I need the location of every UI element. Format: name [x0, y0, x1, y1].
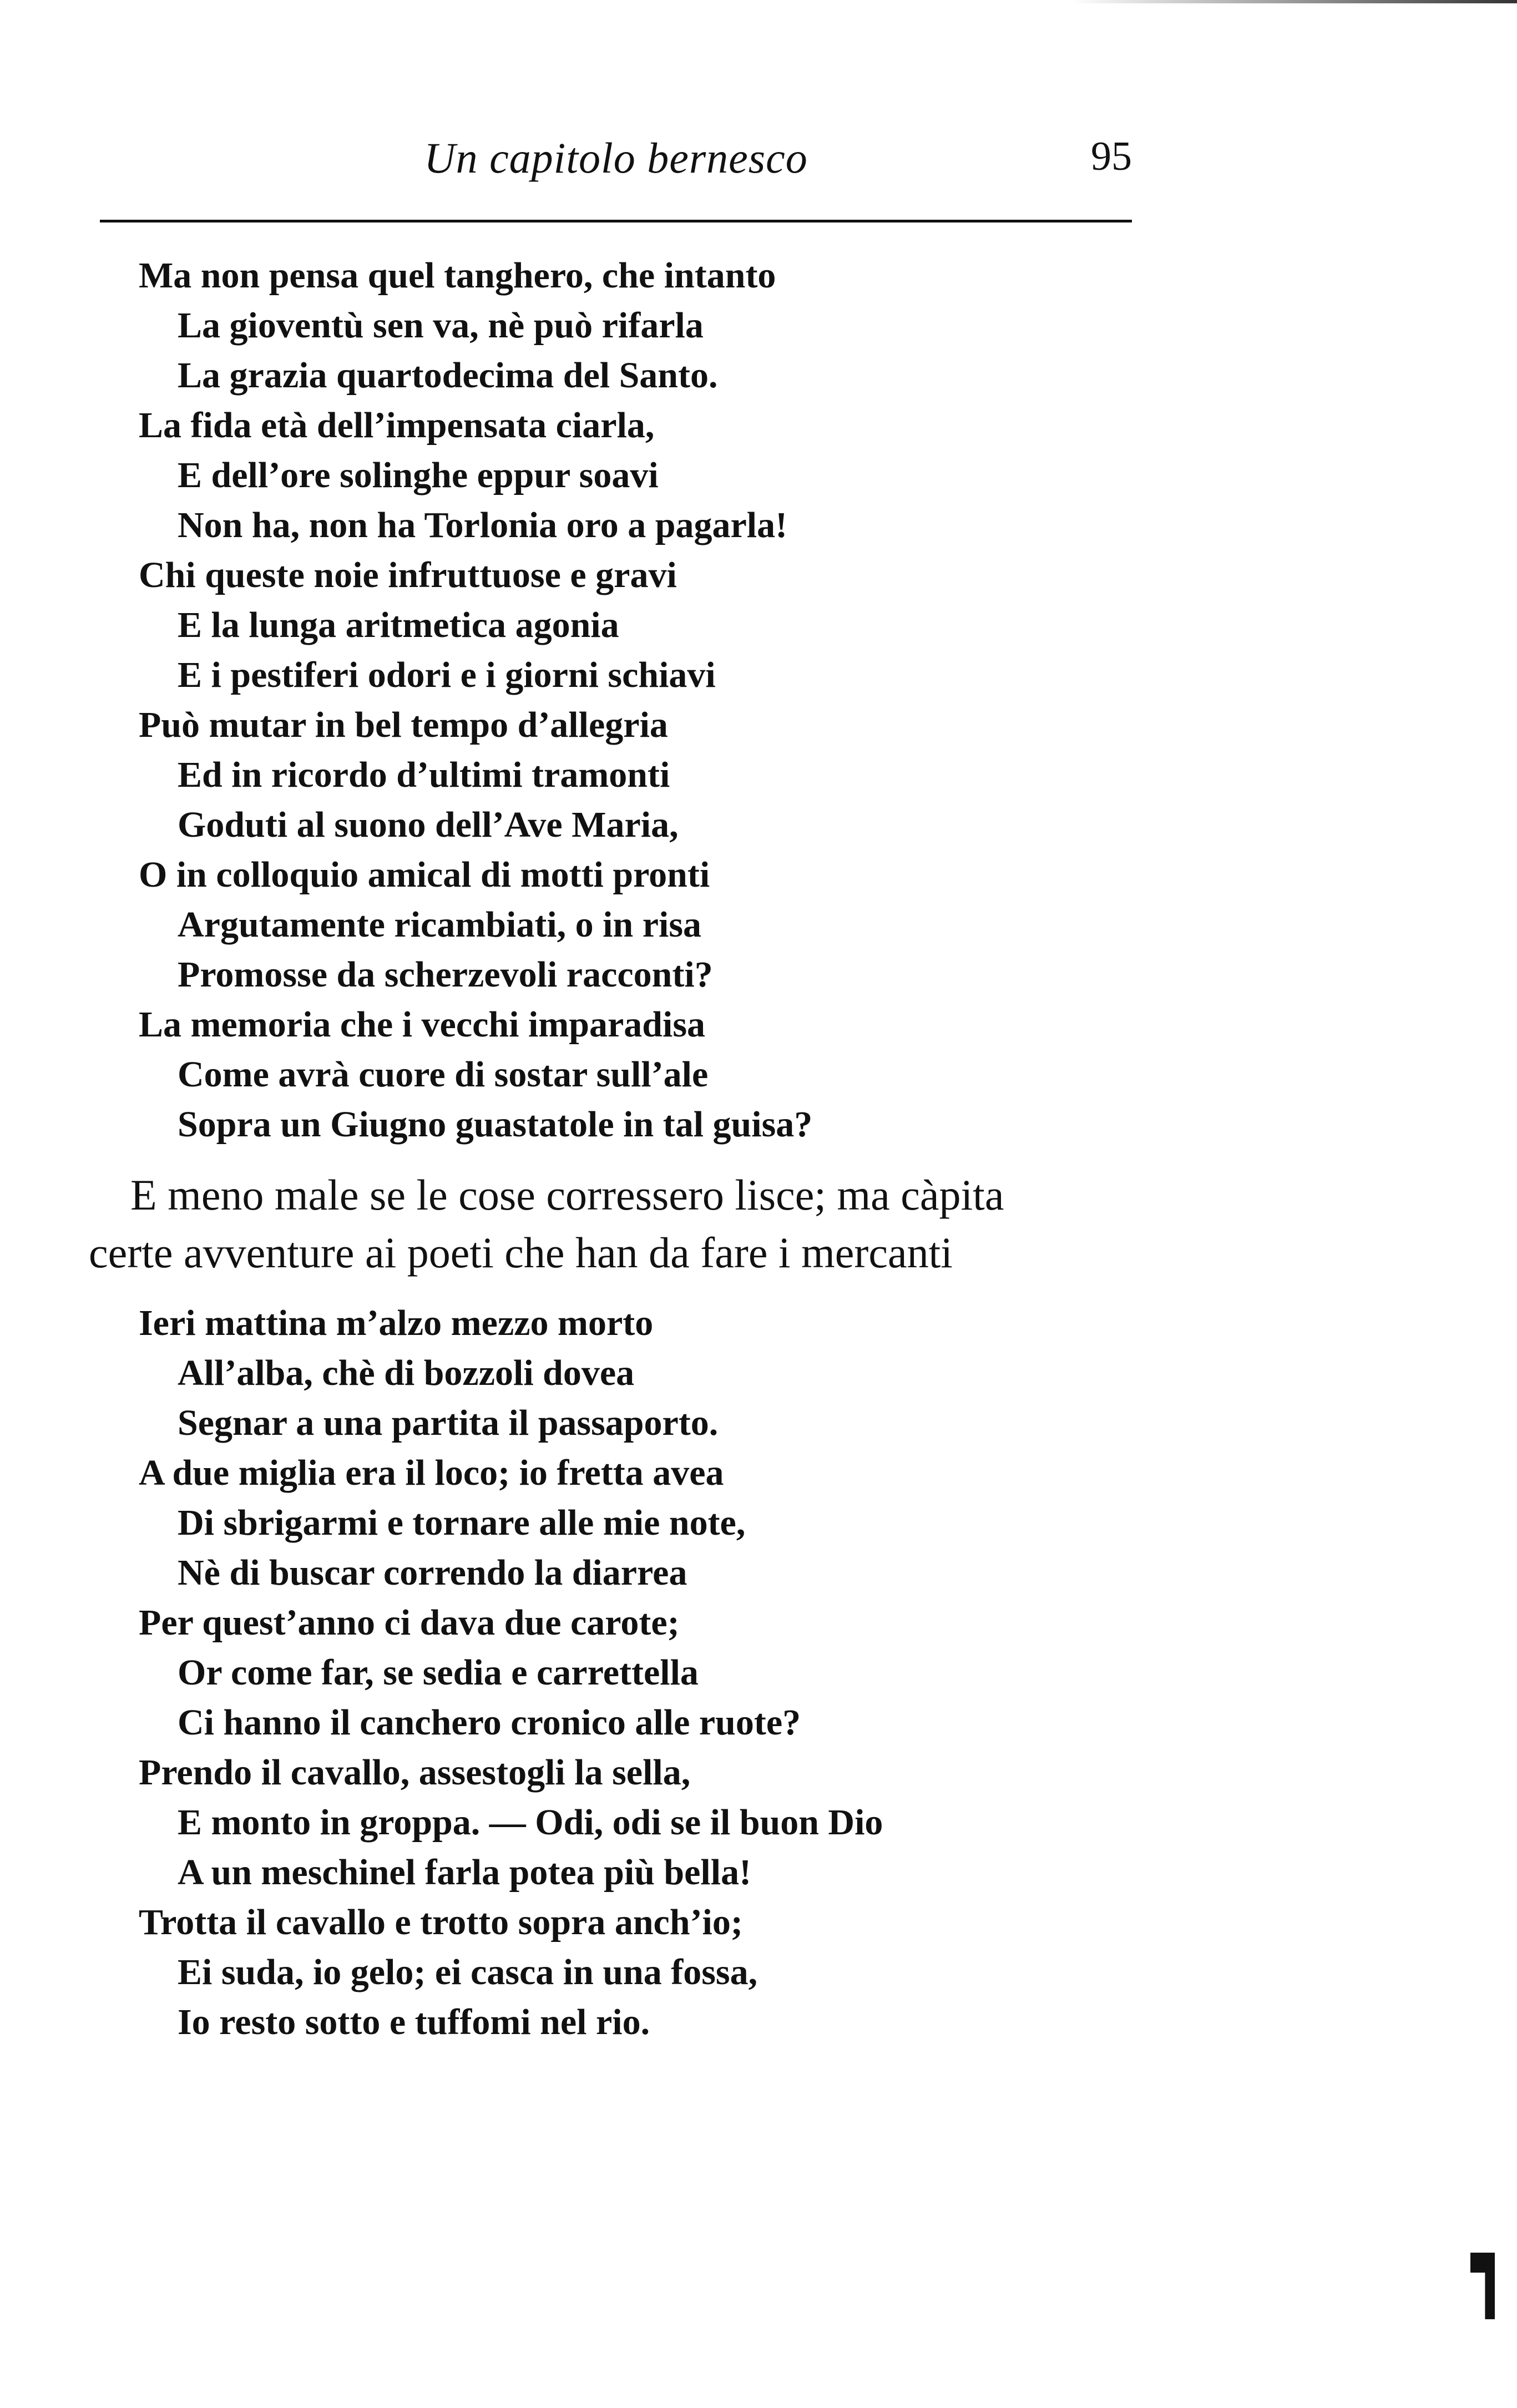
- verse-line: La memoria che i vecchi imparadisa: [139, 1004, 706, 1045]
- verse-line: Ieri mattina m’alzo mezzo morto: [139, 1303, 654, 1343]
- verse-line: E i pestiferi odori e i giorni schiavi: [178, 655, 716, 695]
- verse-line: All’alba, chè di bozzoli dovea: [178, 1353, 635, 1393]
- verse-line: La fida età dell’impensata ciarla,: [139, 405, 655, 446]
- verse-line: Prendo il cavallo, assestogli la sella,: [139, 1752, 691, 1793]
- verse-line: E la lunga aritmetica agonia: [178, 605, 619, 645]
- page-corner-mark: [1470, 2253, 1495, 2319]
- verse-line: Trotta il cavallo e trotto sopra anch’io;: [139, 1902, 743, 1942]
- verse-line: A un meschinel farla potea più bella!: [178, 1852, 752, 1893]
- verse-line: Di sbrigarmi e tornare alle mie note,: [178, 1503, 746, 1543]
- running-title: Un capitolo bernesco: [424, 134, 808, 182]
- verse-line: Promosse da scherzevoli racconti?: [178, 954, 713, 995]
- verse-line: Per quest’anno ci dava due carote;: [139, 1602, 680, 1643]
- prose-paragraph: [0, 1166, 1099, 1283]
- header-rule: [100, 220, 1132, 222]
- verse-line: La grazia quartodecima del Santo.: [178, 355, 718, 396]
- verse-line: Ma non pensa quel tanghero, che intanto: [139, 255, 776, 296]
- prose-line: E meno male se le cose corressero lisce; ma càpita: [130, 1171, 1004, 1219]
- verse-line: E dell’ore solinghe eppur soavi: [178, 455, 659, 495]
- verse-line: Segnar a una partita il passaporto.: [178, 1403, 719, 1443]
- verse-line: Come avrà cuore di sostar sull’ale: [178, 1054, 709, 1095]
- prose-line: certe avventure ai poeti che han da fare i mercanti: [89, 1228, 953, 1277]
- verse-line: E monto in groppa. — Odi, odi se il buon Dio: [178, 1802, 883, 1843]
- page-header: [100, 128, 1132, 194]
- verse-line: Sopra un Giugno guastatole in tal guisa?: [178, 1104, 813, 1145]
- verse-line: Goduti al suono dell’Ave Maria,: [178, 805, 679, 845]
- verse-line: O in colloquio amical di motti pronti: [139, 854, 710, 895]
- verse-line: A due miglia era il loco; io fretta avea: [139, 1453, 724, 1493]
- verse-line: Ci hanno il canchero cronico alle ruote?: [178, 1702, 801, 1743]
- verse-line: Argutamente ricambiati, o in risa: [178, 904, 702, 945]
- page-number: 95: [1091, 134, 1132, 179]
- scan-edge-shadow: [1071, 0, 1517, 3]
- verse-line: Può mutar in bel tempo d’allegria: [139, 705, 668, 745]
- verse-line: Non ha, non ha Torlonia oro a pagarla!: [178, 505, 788, 545]
- verse-line: La gioventù sen va, nè può rifarla: [178, 305, 704, 346]
- verse-line: Chi queste noie infruttuose e gravi: [139, 555, 677, 595]
- verse-line: Io resto sotto e tuffomi nel rio.: [178, 2002, 650, 2042]
- verse-block-1: [139, 251, 1248, 1150]
- verse-line: Nè di buscar correndo la diarrea: [178, 1552, 687, 1593]
- verse-line: Ei suda, io gelo; ei casca in una fossa,: [178, 1952, 758, 1992]
- verse-block-2: [139, 1298, 1248, 2047]
- verse-line: Or come far, se sedia e carrettella: [178, 1652, 699, 1693]
- verse-line: Ed in ricordo d’ultimi tramonti: [178, 755, 670, 795]
